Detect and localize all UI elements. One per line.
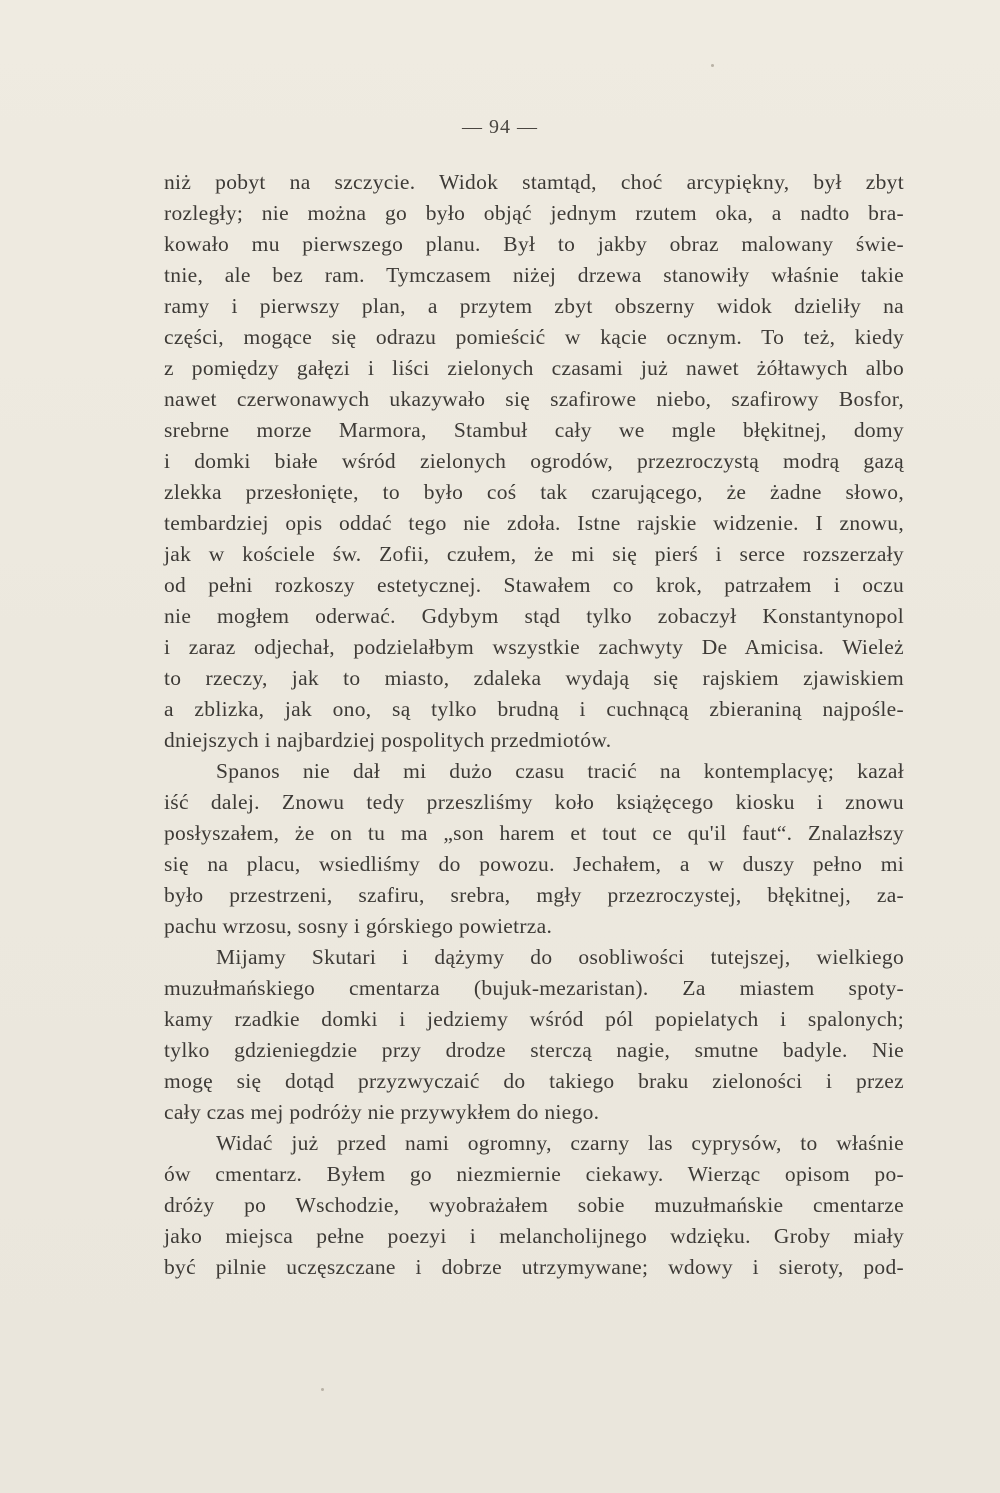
text-line: to rzeczy, jak to miasto, zdaleka wydają się rajskiem zjawiskiem xyxy=(164,666,904,690)
text-line: a zblizka, jak ono, są tylko brudną i cuchnącą zbieraniną najpośle- xyxy=(164,697,904,721)
text-line: ramy i pierwszy plan, a przytem zbyt obszerny widok dzieliły na xyxy=(164,294,904,318)
page-number: — 94 — xyxy=(462,116,538,138)
text-line: pachu wrzosu, sosny i górskiego powietrza. xyxy=(164,914,553,938)
text-line: mogę się dotąd przyzwyczaić do takiego braku zieloności i przez xyxy=(164,1069,904,1093)
text-line: z pomiędzy gałęzi i liści zielonych czasami już nawet żółtawych albo xyxy=(164,356,904,380)
text-line: muzułmańskiego cmentarza (bujuk-mezaristan). Za miastem spoty- xyxy=(164,976,904,1000)
text-line: i zaraz odjechał, podzielałbym wszystkie zachwyty De Amicisa. Wieleż xyxy=(164,635,904,659)
text-line: cały czas mej podróży nie przywykłem do niego. xyxy=(164,1100,600,1124)
text-line: zlekka przesłonięte, to było coś tak czarującego, że żadne słowo, xyxy=(164,480,904,504)
text-line: Mijamy Skutari i dążymy do osobliwości tutejszej, wielkiego xyxy=(216,945,904,969)
body-text xyxy=(164,167,904,1283)
text-line: dniejszych i najbardziej pospolitych przedmiotów. xyxy=(164,728,612,752)
text-line: tylko gdzieniegdzie przy drodze sterczą nagie, smutne badyle. Nie xyxy=(164,1038,904,1062)
text-line: się na placu, wsiedliśmy do powozu. Jechałem, a w duszy pełno mi xyxy=(164,852,904,876)
text-line: nawet czerwonawych ukazywało się szafirowe niebo, szafirowy Bosfor, xyxy=(164,387,904,411)
text-line: być pilnie uczęszczane i dobrze utrzymywane; wdowy i sieroty, pod- xyxy=(164,1255,904,1279)
text-line: i domki białe wśród zielonych ogrodów, przezroczystą modrą gazą xyxy=(164,449,904,473)
text-line: było przestrzeni, szafiru, srebra, mgły przezroczystej, błękitnej, za- xyxy=(164,883,904,907)
text-line: kowało mu pierwszego planu. Był to jakby obraz malowany świe- xyxy=(164,232,904,256)
text-line: części, mogące się odrazu pomieścić w kącie ocznym. To też, kiedy xyxy=(164,325,904,349)
text-line: kamy rzadkie domki i jedziemy wśród pól popielatych i spalonych; xyxy=(164,1007,904,1031)
text-line: rozległy; nie można go było objąć jednym rzutem oka, a nadto bra- xyxy=(164,201,904,225)
text-line: nie mogłem oderwać. Gdybym stąd tylko zobaczył Konstantynopol xyxy=(164,604,904,628)
text-line: tembardziej opis oddać tego nie zdoła. Istne rajskie widzenie. I znowu, xyxy=(164,511,904,535)
text-line: Widać już przed nami ogromny, czarny las cyprysów, to właśnie xyxy=(216,1131,904,1155)
text-line: Spanos nie dał mi dużo czasu tracić na kontemplacyę; kazał xyxy=(216,759,904,783)
text-line: srebrne morze Marmora, Stambuł cały we mgle błękitnej, domy xyxy=(164,418,904,442)
paper-speck xyxy=(711,64,714,67)
text-line: ów cmentarz. Byłem go niezmiernie ciekawy. Wierząc opisom po- xyxy=(164,1162,904,1186)
text-line: posłyszałem, że on tu ma „son harem et tout ce qu'il faut“. Znalazłszy xyxy=(164,821,904,845)
text-line: dróży po Wschodzie, wyobrażałem sobie muzułmańskie cmentarze xyxy=(164,1193,904,1217)
text-line: od pełni rozkoszy estetycznej. Stawałem co krok, patrzałem i oczu xyxy=(164,573,904,597)
text-line: niż pobyt na szczycie. Widok stamtąd, choć arcypiękny, był zbyt xyxy=(164,170,904,194)
text-line: jak w kościele św. Zofii, czułem, że mi się pierś i serce rozszerzały xyxy=(164,542,904,566)
text-line: tnie, ale bez ram. Tymczasem niżej drzewa stanowiły właśnie takie xyxy=(164,263,904,287)
paper-speck xyxy=(321,1388,324,1391)
text-line: iść dalej. Znowu tedy przeszliśmy koło książęcego kiosku i znowu xyxy=(164,790,904,814)
text-line: jako miejsca pełne poezyi i melancholijnego wdzięku. Groby miały xyxy=(164,1224,904,1248)
